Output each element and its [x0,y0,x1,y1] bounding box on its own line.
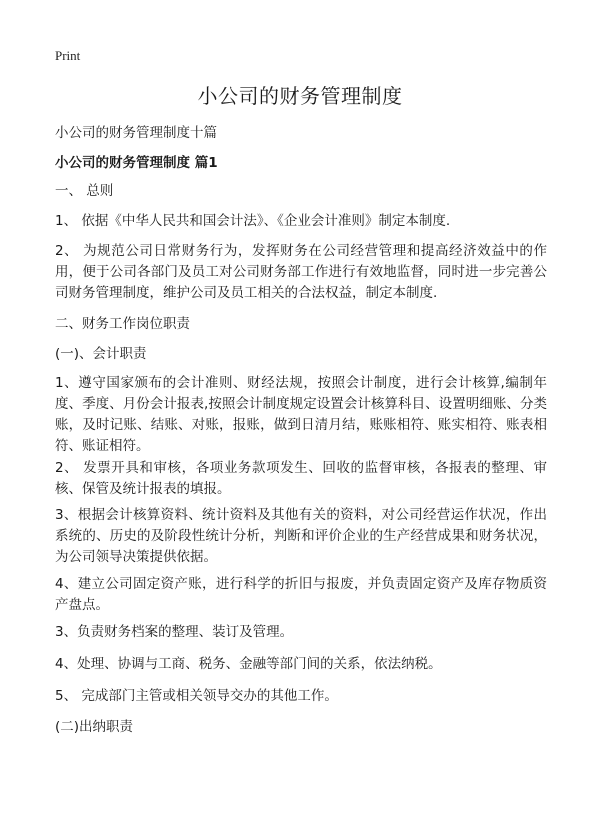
print-label: Print [55,48,81,63]
paragraph-basis: 1、 依据《中华人民共和国会计法》、《企业会计准则》制定本制度. [55,213,451,229]
paragraph-duties-heading: 二、财务工作岗位职责 [55,316,190,332]
paragraph-accounting-6: 4、处理、协调与工商、税务、金融等部门间的关系，依法纳税。 [55,656,442,672]
paragraph-purpose: 2、 为规范公司日常财务行为，发挥财务在公司经营管理和提高经济效益中的作用，便于公司各部门及员工对公司财务部工作进行有效地监督，同时进一步完善公司财务管理制度，维护公司及员工相关的合法权益，制定本制度. [55,243,547,301]
document-subtitle: 小公司的财务管理制度十篇 [55,125,217,141]
paragraph-accounting-3: 3、根据会计核算资料、统计资料及其他有关的资料，对公司经营运作状况，作出系统的、历史的及阶段性统计分析，判断和评价企业的生产经营成果和财务状况，为公司领导决策提供依据。 [55,507,547,565]
section-heading: 小公司的财务管理制度 篇1 [55,155,218,171]
document-title: 小公司的财务管理制度 [197,84,403,108]
paragraph-accounting-2: 2、 发票开具和审核，各项业务款项发生、回收的监督审核，各报表的整理、审核、保管及统计报表的填报。 [55,460,547,497]
paragraph-accounting-1: 1、遵守国家颁布的会计准则、财经法规，按照会计制度，进行会计核算,编制年度、季度、月份会计报表,按照会计制度规定设置会计核算科目、设置明细账、分类账，及时记账、结账、对账，报账，做到日清月结，账账相符、账实相符、账表相符、账证相符。 [55,375,547,454]
paragraph-accounting-heading: (一)、会计职责 [55,346,147,362]
paragraph-general-heading: 一、 总则 [55,183,114,199]
paragraph-accounting-7: 5、 完成部门主管或相关领导交办的其他工作。 [55,688,338,704]
paragraph-cashier-heading: (二)出纳职责 [55,719,134,735]
paragraph-accounting-5: 3、负责财务档案的整理、装订及管理。 [55,624,294,640]
paragraph-accounting-4: 4、建立公司固定资产账，进行科学的折旧与报废，并负责固定资产及库存物质资产盘点。 [55,576,547,613]
